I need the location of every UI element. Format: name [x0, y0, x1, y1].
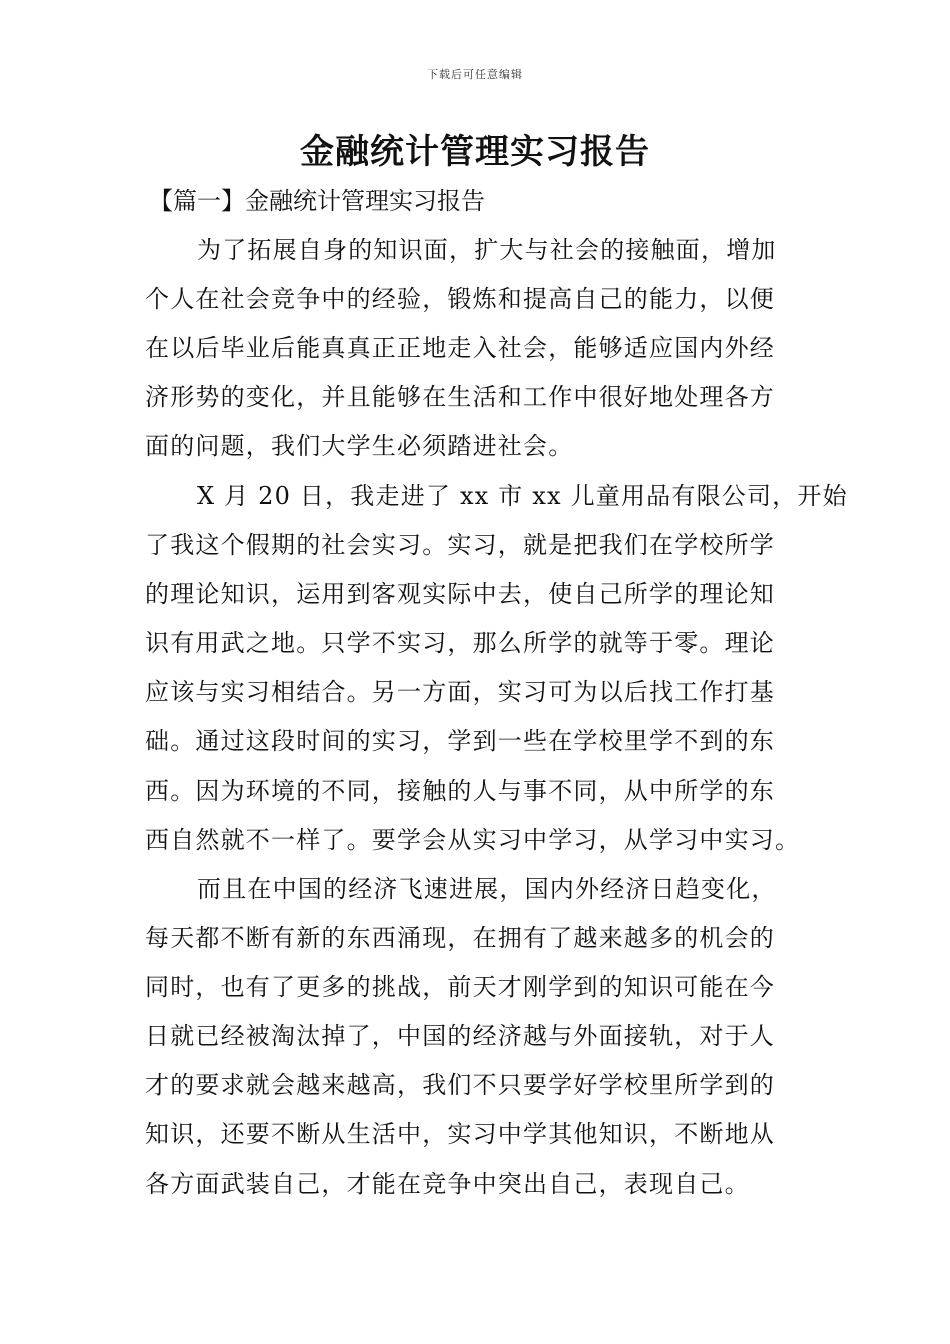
- paragraph-line: 面的问题，我们大学生必须踏进社会。: [145, 432, 574, 461]
- paragraph-line: 在以后毕业后能真真正正地走入社会，能够适应国内外经: [145, 334, 775, 363]
- paragraph-line: 西。因为环境的不同，接触的人与事不同，从中所学的东: [145, 776, 775, 805]
- paragraph-line: 各方面武装自己，才能在竞争中突出自己，表现自己。: [145, 1169, 750, 1198]
- section-heading: 【篇一】金融统计管理实习报告: [149, 187, 485, 215]
- paragraph-3: [145, 865, 805, 1209]
- paragraph-line: 个人在社会竞争中的经验，锻炼和提高自己的能力，以便: [145, 285, 775, 314]
- paragraph-line: 日就已经被淘汰掉了，中国的经济越与外面接轨，对于人: [145, 1022, 775, 1051]
- document-title: 金融统计管理实习报告: [300, 132, 650, 172]
- paragraph-line: 知识，还要不断从生活中，实习中学其他知识，不断地从: [145, 1120, 775, 1149]
- paragraph-line: 识有用武之地。只学不实习，那么所学的就等于零。理论: [145, 629, 775, 658]
- paragraph-line: 西自然就不一样了。要学会从实习中学习，从学习中实习。: [145, 825, 801, 854]
- paragraph-line: 每天都不断有新的东西涌现，在拥有了越来越多的机会的: [145, 924, 775, 953]
- paragraph-line: 的理论知识，运用到客观实际中去，使自己所学的理论知: [145, 580, 775, 609]
- paragraph-line: X 月 20 日，我走进了 xx 市 xx 儿童用品有限公司，开始: [197, 482, 848, 510]
- paragraph-line: 础。通过这段时间的实习，学到一些在学校里学不到的东: [145, 727, 775, 756]
- paragraph-line: 为了拓展自身的知识面，扩大与社会的接触面，增加: [197, 236, 777, 264]
- paragraph-2: [145, 472, 848, 865]
- header-note: 下载后可任意编辑: [427, 68, 523, 81]
- paragraph-line: 才的要求就会越来越高，我们不只要学好学校里所学到的: [145, 1071, 775, 1100]
- paragraph-line: 同时，也有了更多的挑战，前天才刚学到的知识可能在今: [145, 973, 775, 1002]
- paragraph-line: 济形势的变化，并且能够在生活和工作中很好地处理各方: [145, 383, 775, 412]
- paragraph-line: 而且在中国的经济飞速进展，国内外经济日趋变化，: [197, 875, 777, 903]
- paragraph-line: 了我这个假期的社会实习。实习，就是把我们在学校所学: [145, 531, 775, 560]
- paragraph-line: 应该与实习相结合。另一方面，实习可为以后找工作打基: [145, 678, 775, 707]
- paragraph-1: [145, 226, 805, 471]
